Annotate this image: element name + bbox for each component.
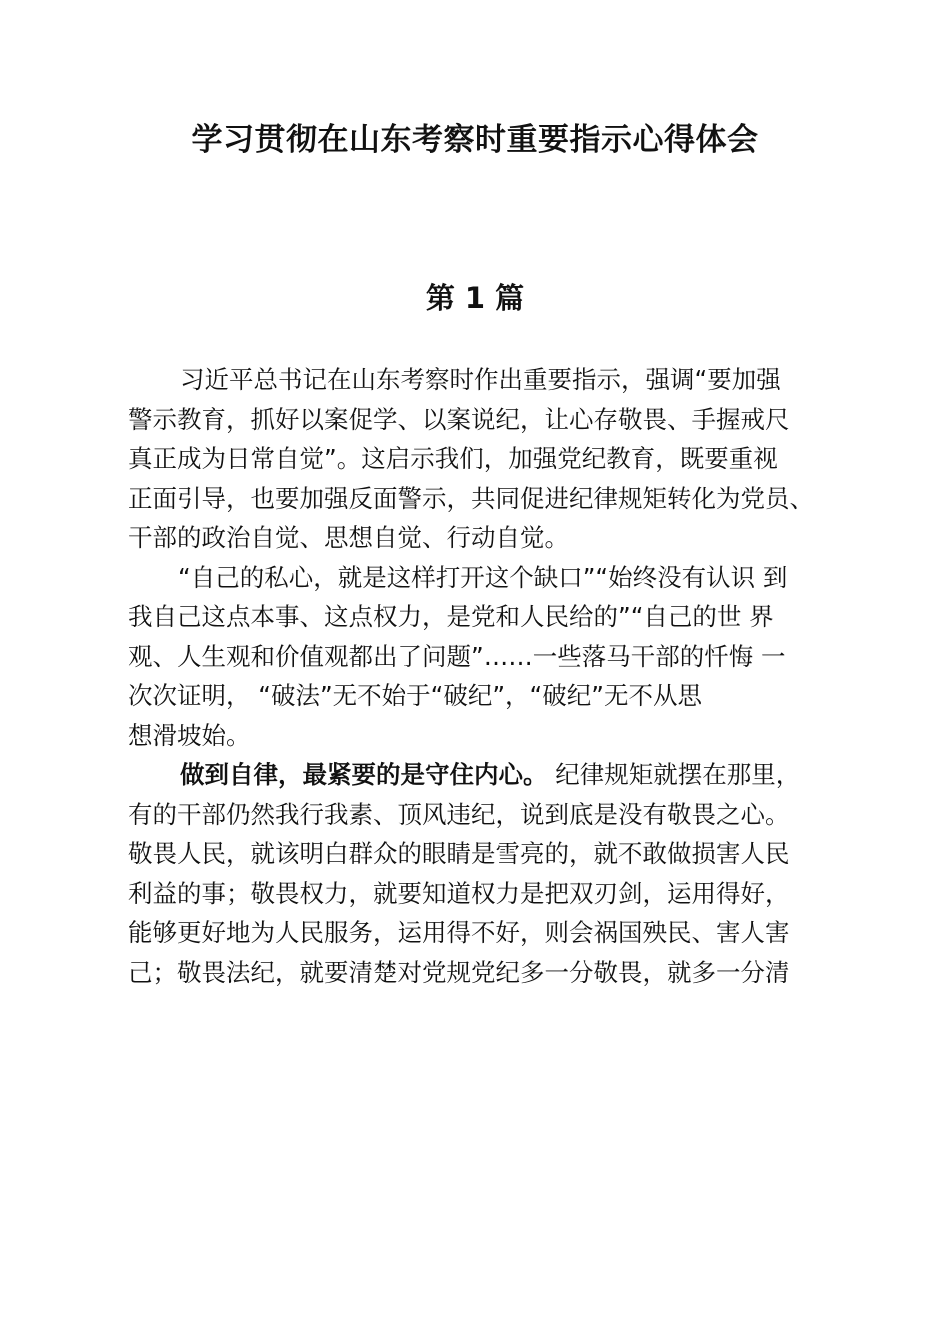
paragraph-2 xyxy=(128,558,840,756)
paragraph-line-first xyxy=(128,755,840,795)
document-body xyxy=(128,360,840,992)
paragraph-3 xyxy=(128,755,840,992)
paragraph-line: 观、人生观和价值观都出了问题”……一些落马干部的忏悔 一 xyxy=(128,641,786,671)
paragraph-line: 正面引导，也要加强反面警示，共同促进纪律规矩转化为党员、 xyxy=(128,483,814,513)
paragraph-line: 我自己这点本事、这点权力，是党和人民给的”“自己的世 界 xyxy=(128,602,774,631)
paragraph-1 xyxy=(128,360,840,558)
paragraph-line: 次次证明， “破法”无不始于“破纪”，“破纪”无不从思 xyxy=(128,681,702,710)
paragraph-line: 有的干部仍然我行我素、顶风违纪，说到底是没有敬畏之心。 xyxy=(128,799,790,829)
paragraph-line: 警示教育，抓好以案促学、以案说纪，让心存敬畏、手握戒尺 xyxy=(128,404,790,434)
section-title: 第 1 篇 xyxy=(425,281,525,315)
paragraph-line: 能够更好地为人民服务，运用得不好，则会祸国殃民、害人害 xyxy=(128,918,790,947)
paragraph-line: “自己的私心，就是这样打开这个缺口”“始终没有认识 到 xyxy=(178,562,788,592)
paragraph-line: 干部的政治自觉、思想自觉、行动自觉。 xyxy=(128,523,569,552)
paragraph-lead-rest: 纪律规矩就摆在那里， xyxy=(547,760,801,789)
paragraph-line: 己；敬畏法纪，就要清楚对党规党纪多一分敬畏，就多一分清 xyxy=(128,957,790,987)
paragraph-line: 习近平总书记在山东考察时作出重要指示，强调“要加强 xyxy=(180,365,781,394)
paragraph-line: 敬畏人民，就该明白群众的眼睛是雪亮的，就不敢做损害人民 xyxy=(128,839,790,868)
paragraph-lead-bold: 做到自律，最紧要的是守住内心。 xyxy=(180,760,548,789)
document-title: 学习贯彻在山东考察时重要指示心得体会 xyxy=(191,122,759,158)
paragraph-line: 想滑坡始。 xyxy=(128,720,251,750)
paragraph-line: 利益的事；敬畏权力，就要知道权力是把双刃剑，运用得好， xyxy=(128,878,790,908)
paragraph-line: 真正成为日常自觉”。这启示我们，加强党纪教育，既要重视 xyxy=(128,444,778,473)
